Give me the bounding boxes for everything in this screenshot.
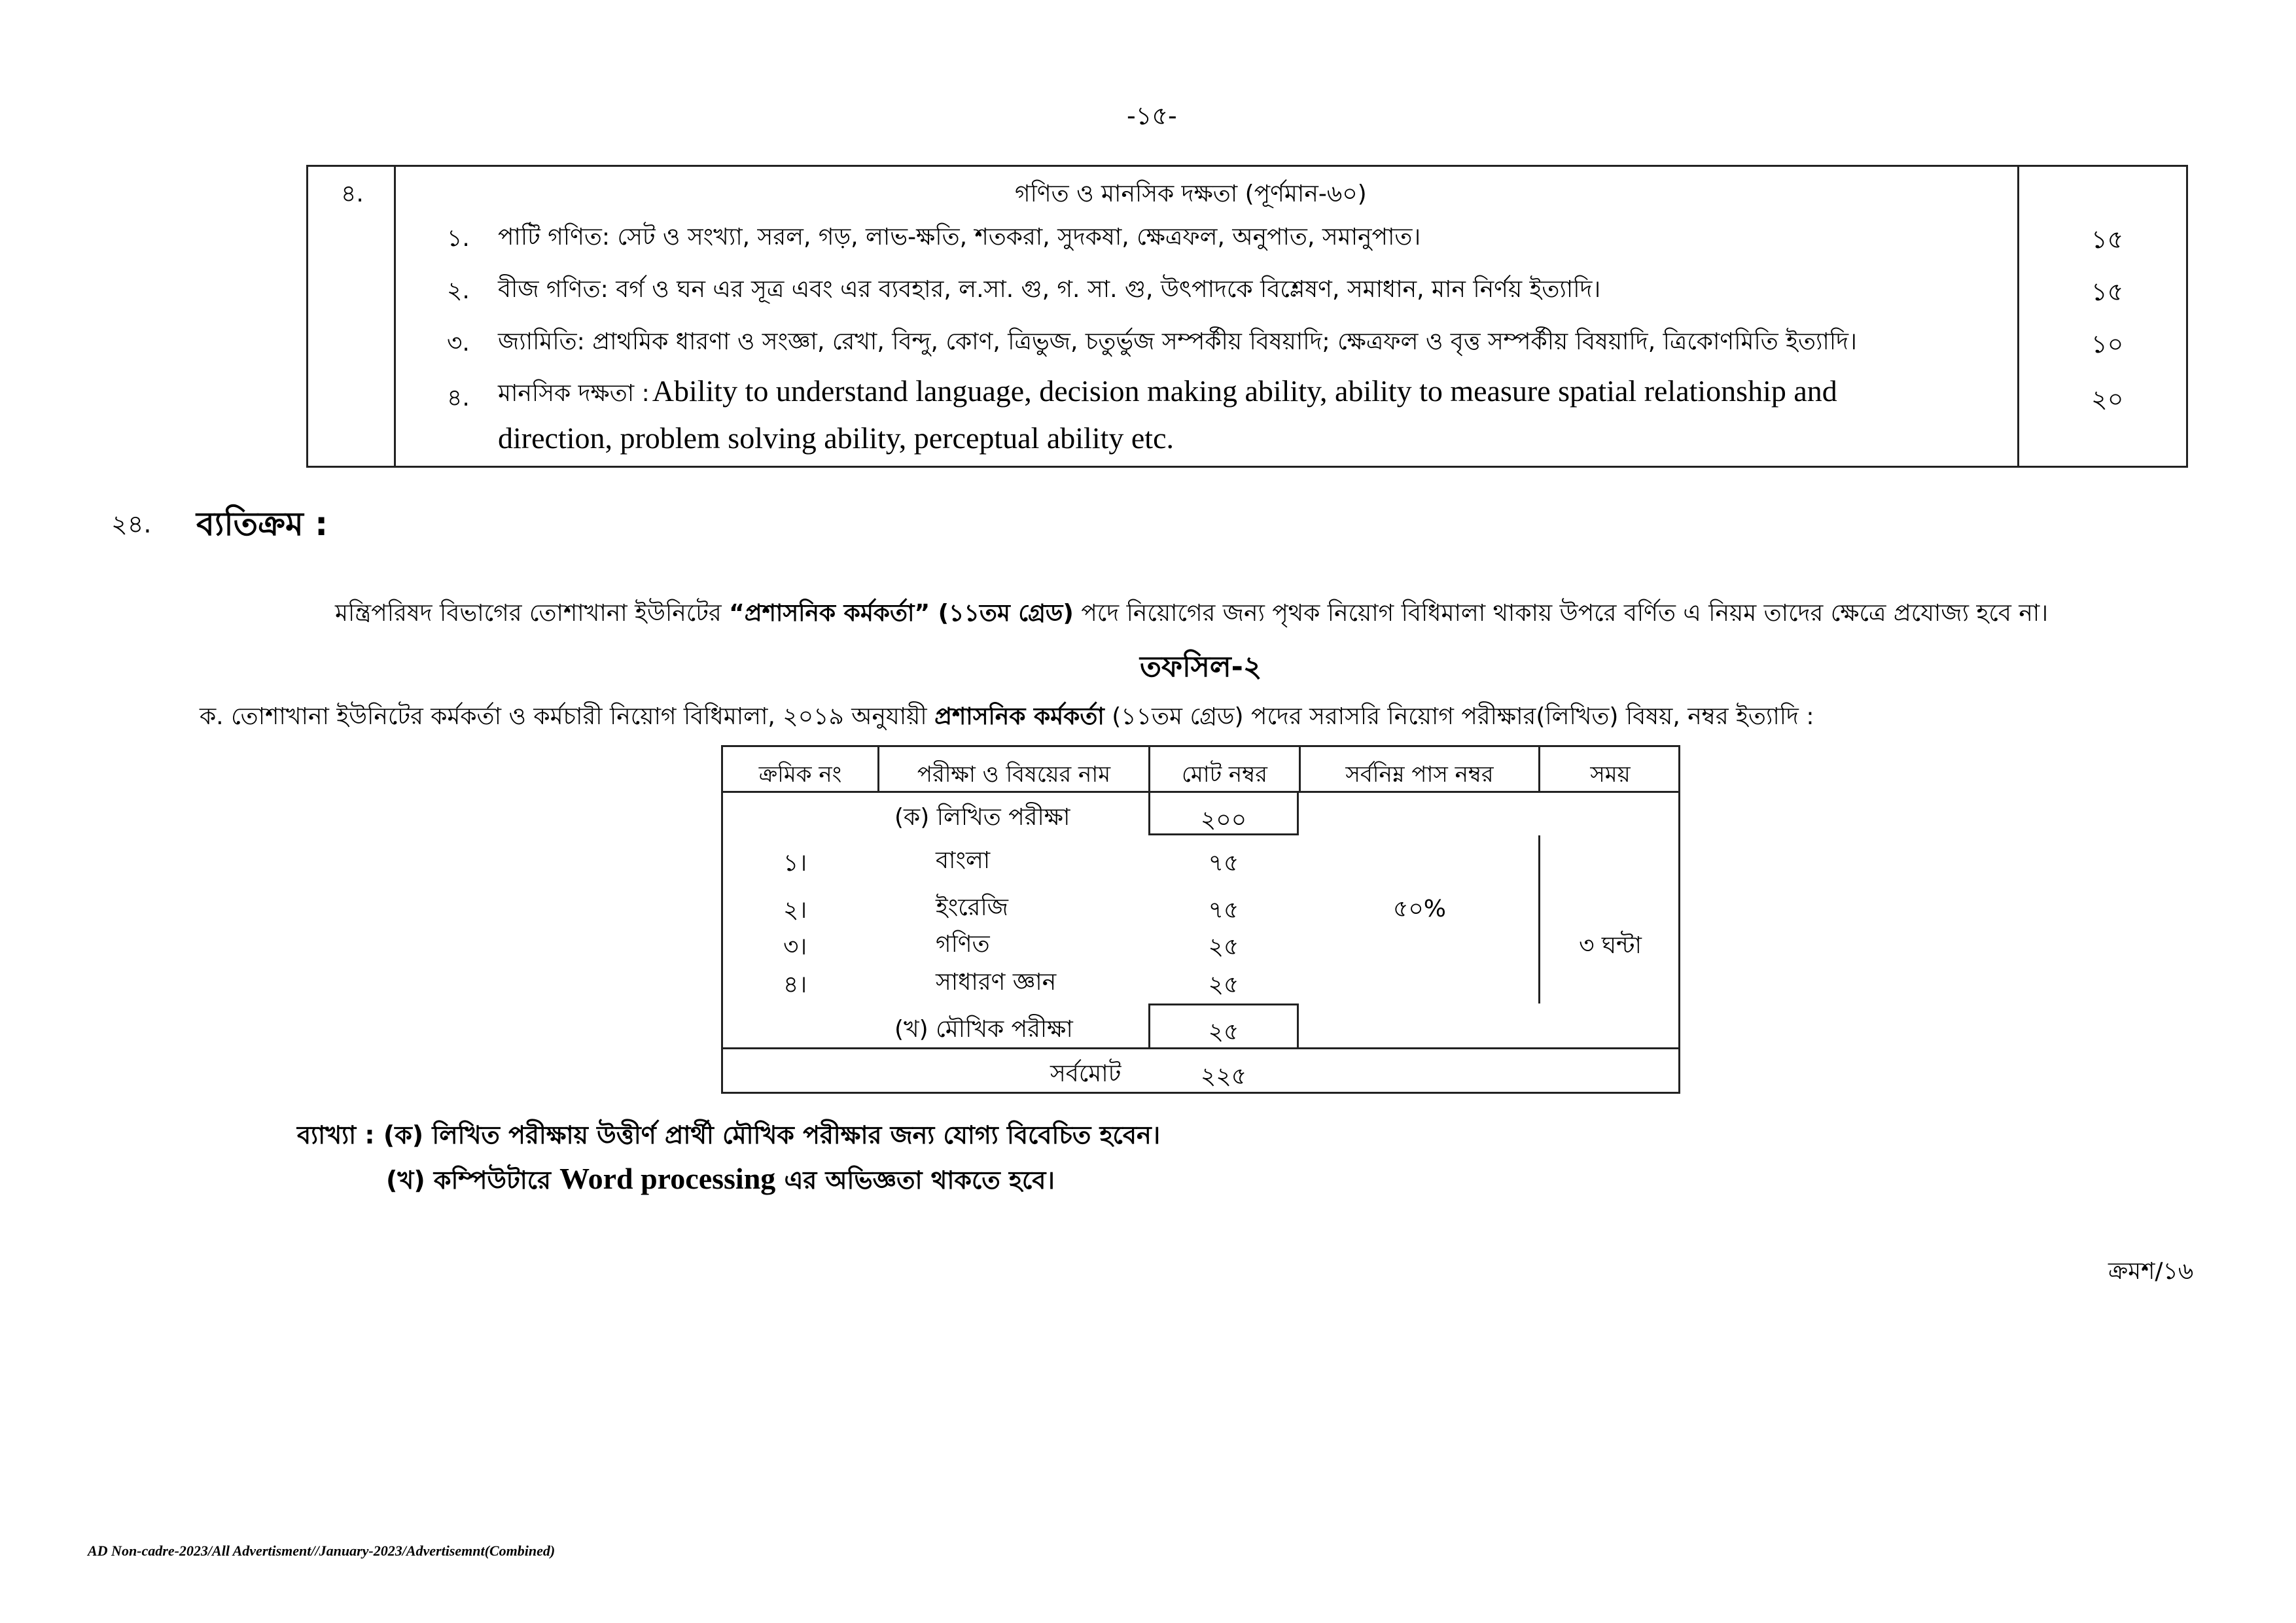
viva-exam-label: (খ) মৌখিক পরীক্ষা: [894, 1016, 1073, 1043]
row-marks: ২৫: [1208, 934, 1239, 960]
header-time: সময়: [1590, 761, 1631, 788]
row-marks: ২৫: [1208, 971, 1239, 998]
header-subject: পরীক্ষা ও বিষয়ের নাম: [917, 761, 1111, 788]
written-exam-label: (ক) লিখিত পরীক্ষা: [894, 804, 1070, 831]
note-text: এর অভিজ্ঞতা থাকতে হবে।: [775, 1166, 1055, 1195]
section-number: ২৪.: [111, 510, 152, 538]
item-number: ১.: [447, 225, 470, 252]
row-serial: ১।: [783, 850, 807, 877]
column-divider: [394, 167, 396, 466]
row-marks: ৭৫: [1208, 850, 1239, 877]
schedule-title: তফসিল-২: [1140, 650, 1262, 684]
page-number: -১৫-: [1127, 101, 1177, 130]
item-text: জ্যামিতি: প্রাথমিক ধারণা ও সংজ্ঞা, রেখা, বিন্দু, কোণ, ত্রিভুজ, চতুর্ভুজ সম্পর্কীয় বিষয়াদি; ক্ষেত্রফল ও বৃত্ত সম্পর্কীয় বিষয়াদি, ত্রিকোণমিতি ইত্যাদি।: [498, 328, 1857, 355]
item-text: পাটি গণিত: সেট ও সংখ্যা, সরল, গড়, লাভ-ক্ষতি, শতকরা, সুদকষা, ক্ষেত্রফল, অনুপাত, সমানুপাত।: [498, 224, 1421, 251]
row-marks: ৭৫: [1208, 897, 1239, 924]
item-number: ৪.: [447, 385, 470, 411]
item-marks: ১০: [2091, 330, 2124, 358]
note-english-term: Word processing: [559, 1162, 776, 1195]
post-name-bold: “প্রশাসনিক কর্মকর্তা” (১১তম গ্রেড): [729, 600, 1074, 627]
syllabus-title: গণিত ও মানসিক দক্ষতা (পূর্ণমান-৬০): [1015, 181, 1367, 207]
intro-text: ক. তোশাখানা ইউনিটের কর্মকর্তা ও কর্মচারী নিয়োগ বিধিমালা, ২০১৯ অনুযায়ী: [200, 703, 935, 730]
grand-total-value: ২২৫: [1200, 1063, 1247, 1090]
note-a: ব্যাখ্যা : (ক) লিখিত পরীক্ষায় উত্তীর্ণ প্রার্থী মৌখিক পরীক্ষার জন্য যোগ্য বিবেচিত হবেন।: [297, 1121, 1161, 1149]
item-marks: ২০: [2091, 385, 2124, 413]
item-marks: ১৫: [2091, 277, 2124, 306]
note-text: (খ) কম্পিউটারে: [386, 1166, 560, 1195]
note-b: [386, 1161, 1055, 1203]
item-marks: ১৫: [2091, 225, 2124, 254]
item-text-line1: Ability to understand language, decision making ability, ability to measure spatial relationship and: [652, 374, 1837, 408]
footer-reference: AD Non-cadre-2023/All Advertisment//January-2023/Advertisemnt(Combined): [88, 1543, 556, 1559]
post-name-bold: প্রশাসনিক কর্মকর্তা: [934, 703, 1104, 730]
row-subject: সাধারণ জ্ঞান: [936, 969, 1057, 996]
header-serial: ক্রমিক নং: [758, 761, 842, 788]
continuation-marker: ক্রমশ/১৬: [2108, 1258, 2194, 1285]
column-divider: [2017, 167, 2019, 466]
row-subject: ইংরেজি: [936, 894, 1008, 921]
paragraph-text: পদে নিয়োগের জন্য পৃথক নিয়োগ বিধিমালা থাকায় উপরে বর্ণিত এ নিয়ম তাদের ক্ষেত্রে প্রযোজ্য হবে না।: [1073, 600, 2049, 627]
row-subject: গণিত: [936, 931, 990, 958]
syllabus-serial: ৪.: [341, 181, 364, 207]
item-text: [498, 374, 1837, 415]
syllabus-table: [306, 165, 2188, 468]
row-serial: ৪।: [783, 971, 807, 998]
item-text: বীজ গণিত: বর্গ ও ঘন এর সূত্র এবং এর ব্যবহার, ল.সা. গু, গ. সা. গু, উৎপাদকে বিশ্লেষণ, সমাধান, মান নির্ণয় ইত্যাদি।: [498, 276, 1601, 303]
row-subject: বাংলা: [936, 847, 991, 874]
row-serial: ২।: [783, 897, 807, 924]
row-serial: ৩।: [783, 934, 807, 960]
schedule-intro: [200, 699, 1814, 738]
written-exam-total: ২০০: [1200, 807, 1247, 833]
pass-marks-value: ৫০%: [1393, 896, 1446, 922]
duration-value: ৩ ঘন্টা: [1579, 932, 1642, 959]
intro-text: (১১তম গ্রেড) পদের সরাসরি নিয়োগ পরীক্ষার(লিখিত) বিষয়, নম্বর ইত্যাদি :: [1104, 703, 1814, 730]
duration-divider: [1538, 835, 1540, 1003]
header-pass-marks: সর্বনিম্ন পাস নম্বর: [1345, 761, 1494, 788]
header-total-marks: মোট নম্বর: [1182, 761, 1267, 788]
item-label: মানসিক দক্ষতা :: [498, 380, 650, 407]
exam-marks-table: [721, 745, 1680, 1094]
grand-total-label: সর্বমোট: [1050, 1060, 1122, 1087]
item-number: ৩.: [447, 330, 470, 357]
exception-paragraph: [335, 595, 2048, 635]
section-title: ব্যতিক্রম :: [196, 505, 328, 543]
item-text-line2: direction, problem solving ability, perceptual ability etc.: [498, 421, 1174, 455]
viva-exam-total: ২৫: [1208, 1019, 1239, 1045]
paragraph-text: মন্ত্রিপরিষদ বিভাগের তোশাখানা ইউনিটের: [335, 600, 730, 627]
item-number: ২.: [447, 277, 470, 304]
